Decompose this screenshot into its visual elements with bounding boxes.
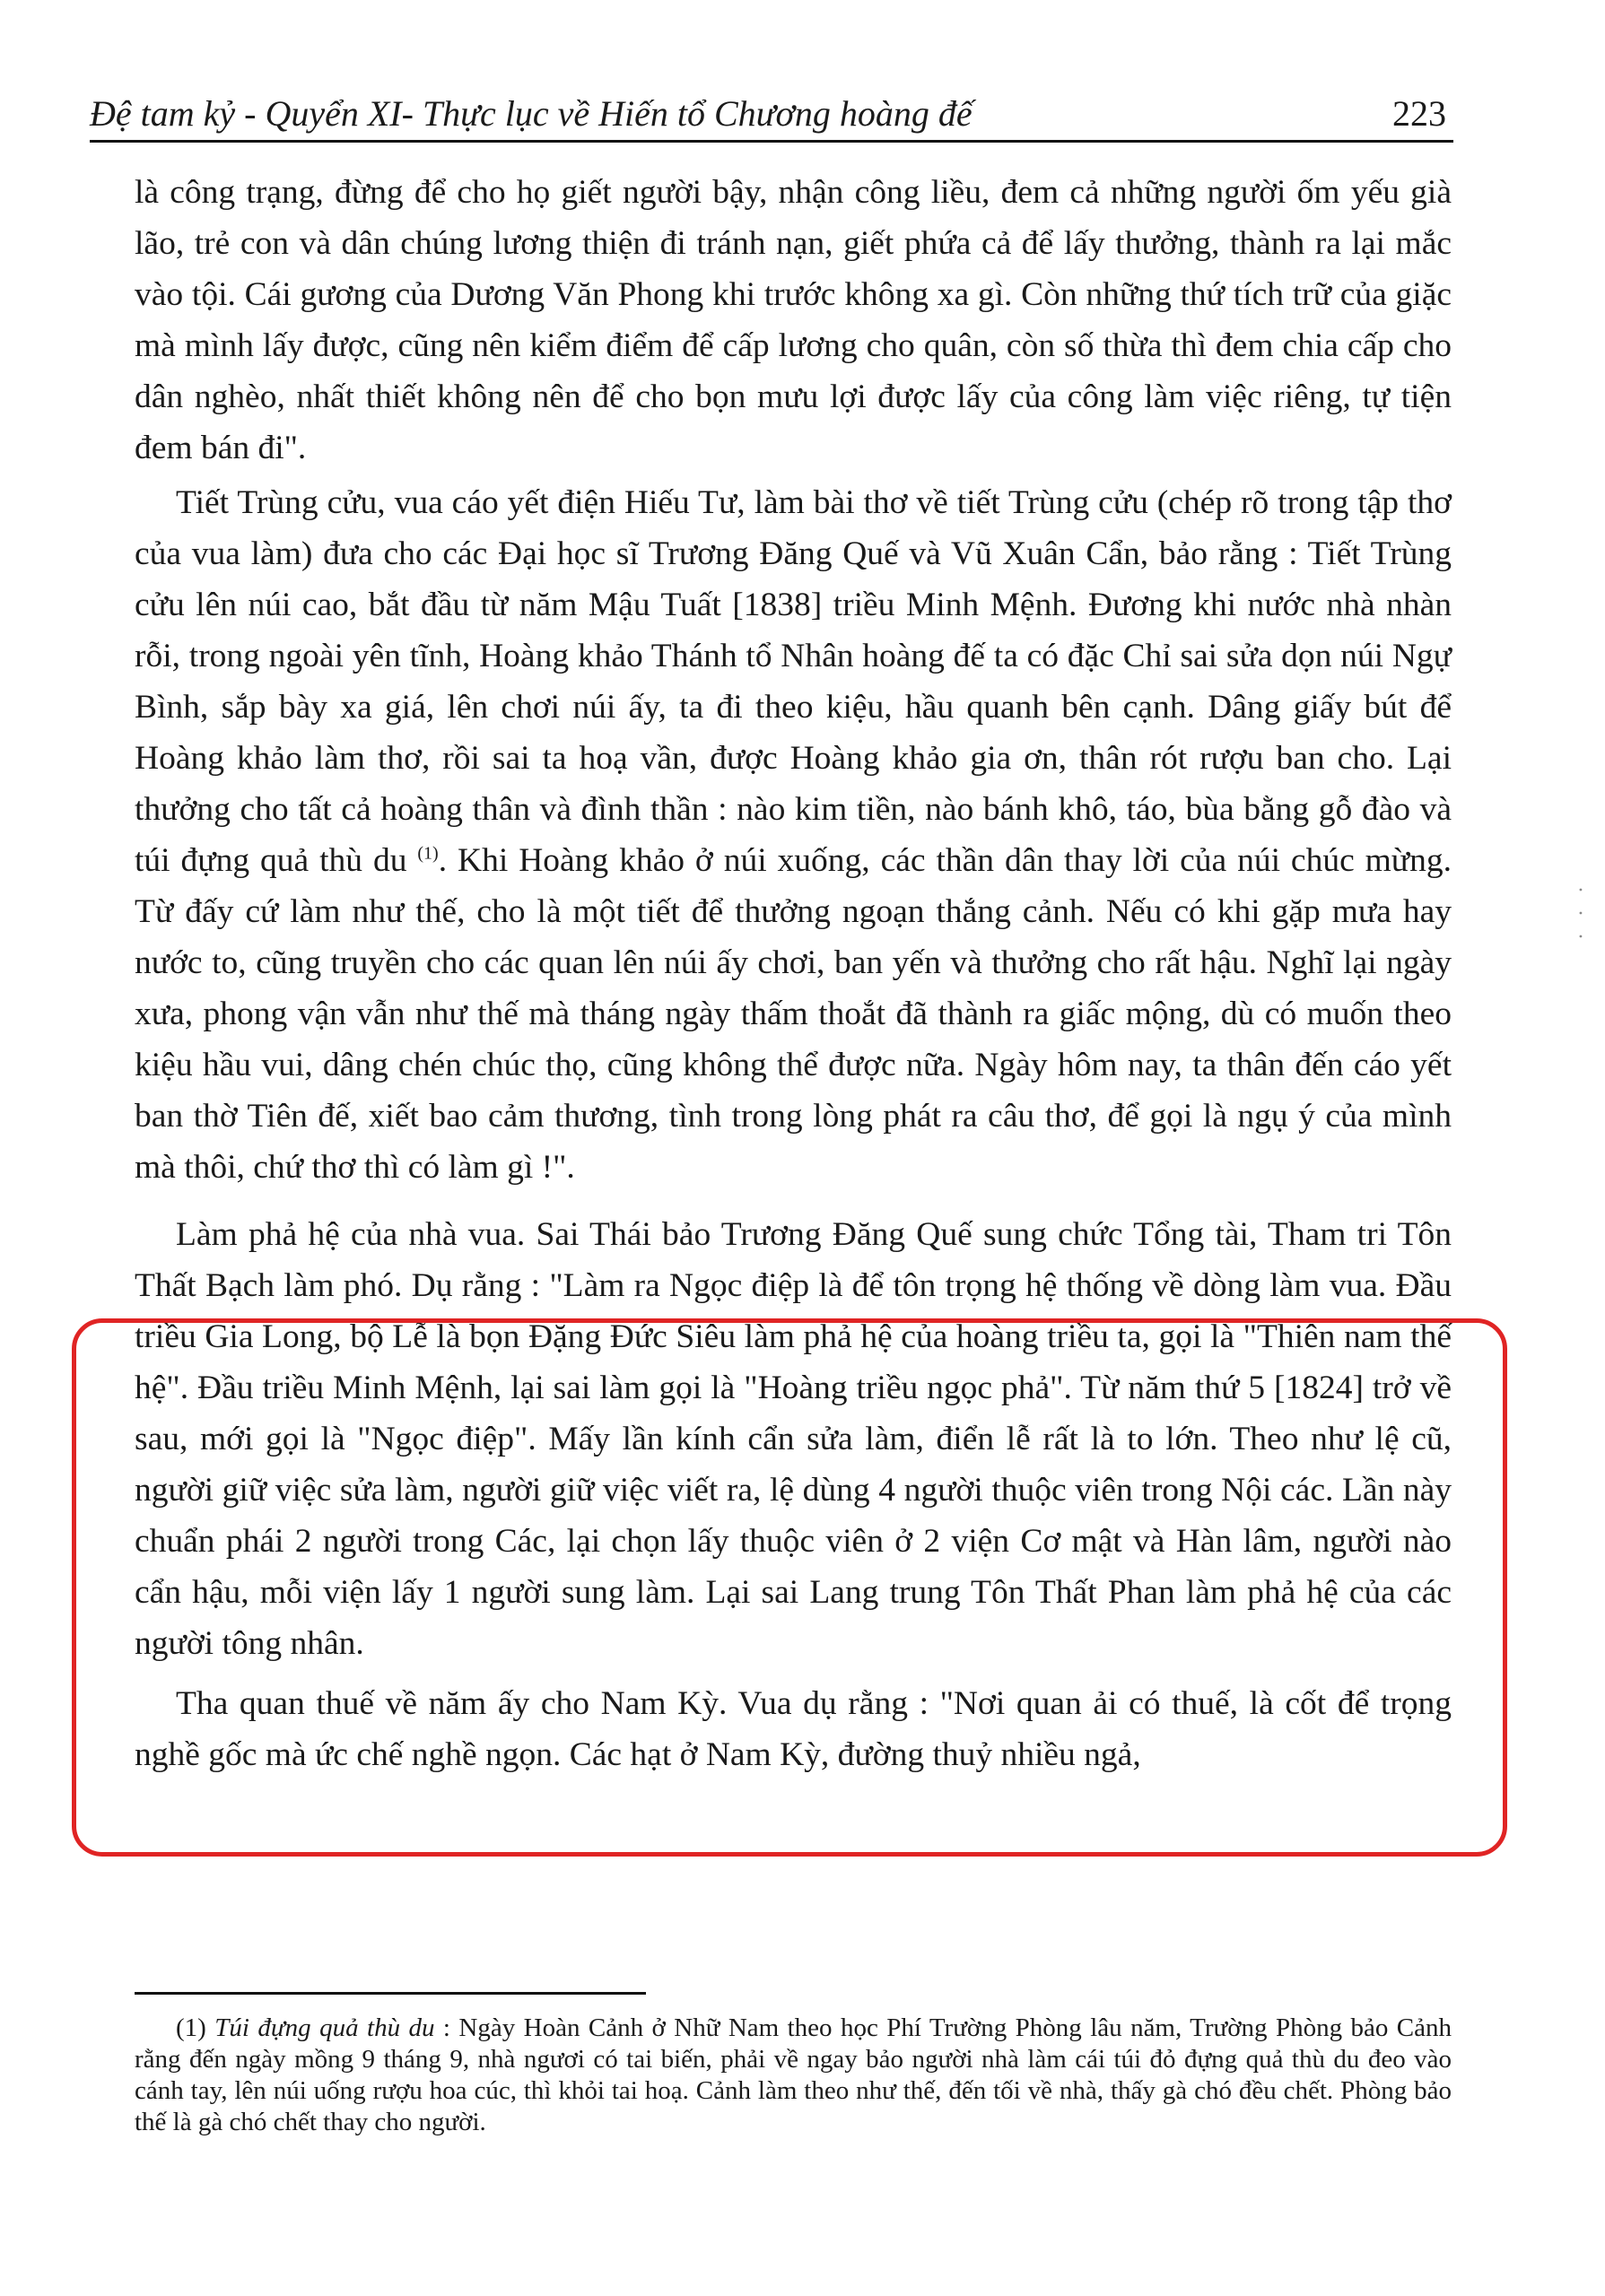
- footnote-number: (1): [176, 2013, 206, 2042]
- footnote-1: [135, 2013, 1452, 2138]
- paragraph-1: là công trạng, đừng để cho họ giết người bậy, nhận công liều, đem cả những người ốm yếu già lão, trẻ con và dân chúng lương thiện đi tránh nạn, giết phứa cả để lấy thưởng, thành ra lại mắc vào tội. Cái gương của Dương Văn Phong khi trước không xa gì. Còn những thứ tích trữ của giặc mà mình lấy được, cũng nên kiểm điểm để cấp lương cho quân, còn số thừa thì đem chia cấp cho dân nghèo, nhất thiết không nên để cho bọn mưu lợi được lấy của công làm việc riêng, tự tiện đem bán đi".: [135, 174, 1452, 466]
- running-header: [90, 86, 1453, 143]
- scan-edge-mark: · · ·: [1568, 886, 1592, 945]
- paragraph-4: Tha quan thuế về năm ấy cho Nam Kỳ. Vua dụ rằng : "Nơi quan ải có thuế, là cốt để trọng nghề gốc mà ức chế nghề ngọn. Các hạt ở Nam Kỳ, đường thuỷ nhiều ngả,: [135, 1685, 1452, 1773]
- paragraph-2-continuation: . Khi Hoàng khảo ở núi xuống, các thần dân thay lời của núi chúc mừng. Từ đấy cứ làm như thế, cho là một tiết để thưởng ngoạn thắng cảnh. Nếu có khi gặp mưa hay nước to, cũng truyền cho các quan lên núi ấy chơi, ban yến và thưởng cho rất hậu. Nghĩ lại ngày xưa, phong vận vẫn như thế mà tháng ngày thấm thoắt đã thành ra giấc mộng, dù có muốn theo kiệu hầu vui, dâng chén chúc thọ, cũng không thể được nữa. Ngày hôm nay, ta thân đến cáo yết ban thờ Tiên đế, xiết bao cảm thương, tình trong lòng phát ra câu thơ, để gọi là ngụ ý của mình mà thôi, chứ thơ thì có làm gì !".: [135, 842, 1452, 1186]
- page-number: 223: [1392, 93, 1446, 134]
- footnote: [135, 2013, 1452, 2138]
- body-text: [135, 167, 1452, 1780]
- footnote-term: Túi đựng quả thù du: [214, 2013, 435, 2042]
- paragraph-2-text: Tiết Trùng cửu, vua cáo yết điện Hiếu Tư, làm bài thơ về tiết Trùng cửu (chép rõ trong tập thơ của vua làm) đưa cho các Đại học sĩ Trương Đăng Quế và Vũ Xuân Cẩn, bảo rằng : Tiết Trùng cửu lên núi cao, bắt đầu từ năm Mậu Tuất [1838] triều Minh Mệnh. Đương khi nước nhà nhàn rỗi, trong ngoài yên tĩnh, Hoàng khảo Thánh tổ Nhân hoàng đế ta có đặc Chỉ sai sửa dọn núi Ngự Bình, sắp bày xa giá, lên chơi núi ấy, ta đi theo kiệu, hầu quanh bên cạnh. Dâng giấy bút để Hoàng khảo làm thơ, rồi sai ta hoạ vần, được Hoàng khảo gia ơn, thân rót rượu ban cho. Lại thưởng cho tất cả hoàng thân và đình thần : nào kim tiền, nào bánh khô, táo, bùa bằng gỗ đào và túi đựng quả thù du: [135, 484, 1452, 879]
- header-title: Đệ tam kỷ - Quyển XI- Thực lục về Hiến tổ Chương hoàng đế: [90, 93, 973, 134]
- footnote-marker: (1): [417, 843, 439, 864]
- paragraph-2: [135, 477, 1452, 1193]
- footnote-divider: [135, 1992, 646, 1995]
- paragraph-3-highlighted: Làm phả hệ của nhà vua. Sai Thái bảo Trương Đăng Quế sung chức Tổng tài, Tham tri Tôn Thất Bạch làm phó. Dụ rằng : "Làm ra Ngọc điệp là để tôn trọng hệ thống về dòng làm vua. Đầu triều Gia Long, bộ Lễ là bọn Đặng Đức Siêu làm phả hệ của hoàng triều ta, gọi là "Thiên nam thế hệ". Đầu triều Minh Mệnh, lại sai làm gọi là "Hoàng triều ngọc phả". Từ năm thứ 5 [1824] trở về sau, mới gọi là "Ngọc điệp". Mấy lần kính cẩn sửa làm, điển lễ rất là to lớn. Theo như lệ cũ, người giữ việc sửa làm, người giữ việc viết ra, lệ dùng 4 người thuộc viên trong Nội các. Lần này chuẩn phái 2 người trong Các, lại chọn lấy thuộc viên ở 2 viện Cơ mật và Hàn lâm, người nào cẩn hậu, mỗi viện lấy 1 người sung làm. Lại sai Lang trung Tôn Thất Phan làm phả hệ của các người tông nhân.: [135, 1216, 1452, 1662]
- footnote-text: : Ngày Hoàn Cảnh ở Nhữ Nam theo học Phí Trường Phòng lâu năm, Trường Phòng bảo Cảnh rằng đến ngày mồng 9 tháng 9, nhà ngươi có tai biến, phải về ngay bảo người nhà làm cái túi đỏ đựng quả thù du đeo vào cánh tay, lên núi uống rượu hoa cúc, thì khỏi tai hoạ. Cảnh làm theo như thế, đến tối về nhà, thấy gà chó đều chết. Phòng bảo thế là gà chó chết thay cho người.: [135, 2013, 1452, 2136]
